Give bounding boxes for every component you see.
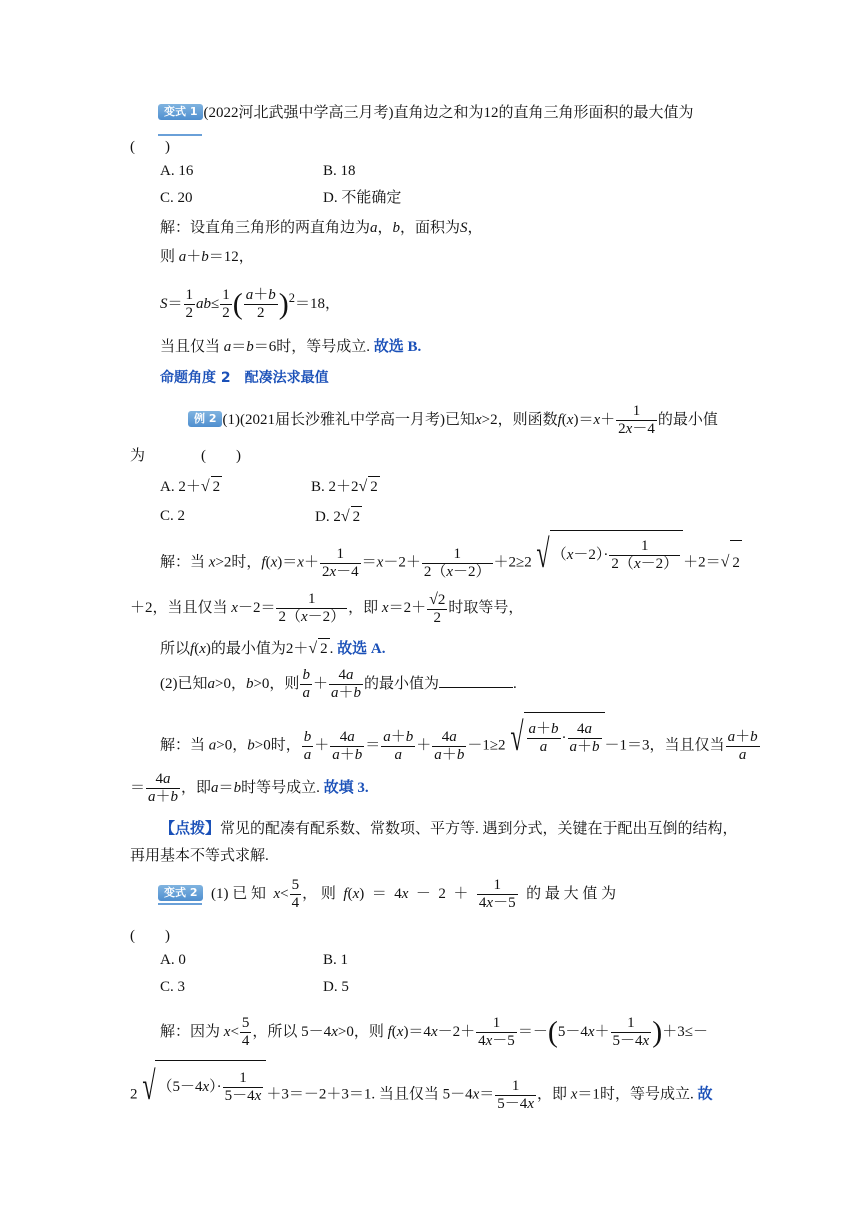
v2-answer: 故 (697, 1086, 713, 1103)
v1-solution-line-1: 解：设直角三角形的两直角边为a，b，面积为S， (160, 220, 483, 236)
variant-2-tag: 变式 2 (158, 885, 203, 901)
v2-option-b: B. 1 (323, 952, 349, 968)
v1-answer: 故选 B. (373, 339, 422, 355)
option-a: A. 16 (160, 163, 194, 179)
variant-1-stem: 变式 1 (2022河北武强中学高三月考)直角边之和为12的直角三角形面积的最大值为 (158, 103, 693, 123)
v2-solution-2: 2 √ （5－4 x ）· $\frac{1}{5-4x}$ ＋3＝－2＋3＝1. 当且仅当 5－4x＝ $\frac{1}{5-4x}$ ，即 x＝1时，等号成立. 故 (130, 1060, 712, 1119)
ex2-solution-6: ＝ $\frac{4a}{a+b}$ ，即a＝b时等号成立. 故填 3. (130, 771, 369, 806)
v2-option-d: D. 5 (323, 979, 349, 995)
tip-line-2: 再用基本不等式求解. (130, 848, 269, 864)
ex2-option-c: C. 2 (160, 508, 186, 524)
example-2-stem-2: 为 ( ) (130, 448, 242, 464)
variant-1-paren: ( ) (130, 139, 170, 155)
variant-1-tag: 变式 1 (158, 104, 203, 120)
v2-option-a: A. 0 (160, 952, 186, 968)
tip-label: 【点拨】 (160, 821, 221, 837)
example-2-stem: 例 2 (1)(2021届长沙雅礼中学高一月考)已知x>2，则函数f(x)＝x＋ $\frac{1}{2x-4}$ 的最小值 (188, 400, 718, 440)
ex2-solution-2: ＋2，当且仅当 x－2＝ $\frac{1}{2(x-2)}$ ，即 x＝2＋ $\frac{√2}{2}$ 时取等号， (130, 590, 524, 626)
v1-solution-formula: S＝ $\frac{1}{2}$ ab≤ $\frac{1}{2}$ ( $\frac{a+b}{2}$ )$^2$＝18， (160, 287, 341, 322)
ex2-part-2: (2)已知a>0，b>0，则 $\frac{b}{a}$ ＋ $\frac{4a}{a+b}$ 的最小值为 . (160, 667, 517, 702)
ex2-answer-2: 故填 3. (323, 780, 369, 796)
option-b: B. 18 (323, 163, 356, 179)
ex2-option-d: D. 2√ 2 (315, 508, 361, 525)
variant-2-stem: 变式 2 (1) 已 知 x< $\frac{5}{4}$ ， 则 f(x) ＝ 4x － 2 ＋ $\frac{1}{4x-5}$ 的 最 大 值 为 (158, 872, 616, 916)
ex2-solution-3: 所以f(x)的最小值为2＋√ 2 . 故选 A. (160, 640, 386, 657)
ex2-option-b: B. 2＋2√ 2 (311, 478, 378, 495)
tip-line-1: 【点拨】常见的配凑有配系数、常数项、平方等. 遇到分式，关键在于配出互倒的结构， (160, 821, 738, 837)
example-2-tag: 例 2 (188, 411, 222, 427)
v1-solution-line-2: 则 a＋b＝12， (160, 249, 254, 265)
option-d: D. 不能确定 (323, 190, 402, 206)
ex2-solution-5: 解：当 a>0，b>0时， $\frac{b}{a}$ ＋ $\frac{4a}{a+b}$ ＝ $\frac{a+b}{a}$ ＋ $\frac{4a}{a+b}$ －1≥2 √ $\frac{a+b}{a}$ · $\frac{4a}{a+b}$ －1＝3，当且仅当 $\frac{a+b}{a}$ (160, 713, 758, 763)
ex2-answer: 故选 A. (337, 641, 386, 657)
v1-solution-line-4: 当且仅当 a＝b＝6时，等号成立. 故选 B. (160, 339, 422, 355)
ex2-solution-1: 解：当 x>2时，f(x)＝x＋ $\frac{1}{2x-4}$ ＝x－2＋ $\frac{1}{2(x-2)}$ ＋2≥2 √ （ x －2）· $\frac{1}{2(x-2)}$ ＋2＝√ 2 (160, 530, 742, 585)
variant-2-paren: ( ) (130, 928, 170, 944)
v2-option-c: C. 3 (160, 979, 186, 995)
v2-solution-1: 解：因为 x< $\frac{5}{4}$ ，所以 5－4x>0，则 f(x)＝4x－2＋ $\frac{1}{4x-5}$ ＝－(5－4x＋ $\frac{1}{5-4x}$ )＋3≤－ (160, 1015, 708, 1050)
section-heading: 命题角度 2 配凑法求最值 (160, 370, 329, 386)
option-c: C. 20 (160, 190, 193, 206)
ex2-option-a: A. 2＋√ 2 (160, 478, 221, 495)
tag-underline-2 (158, 891, 202, 911)
